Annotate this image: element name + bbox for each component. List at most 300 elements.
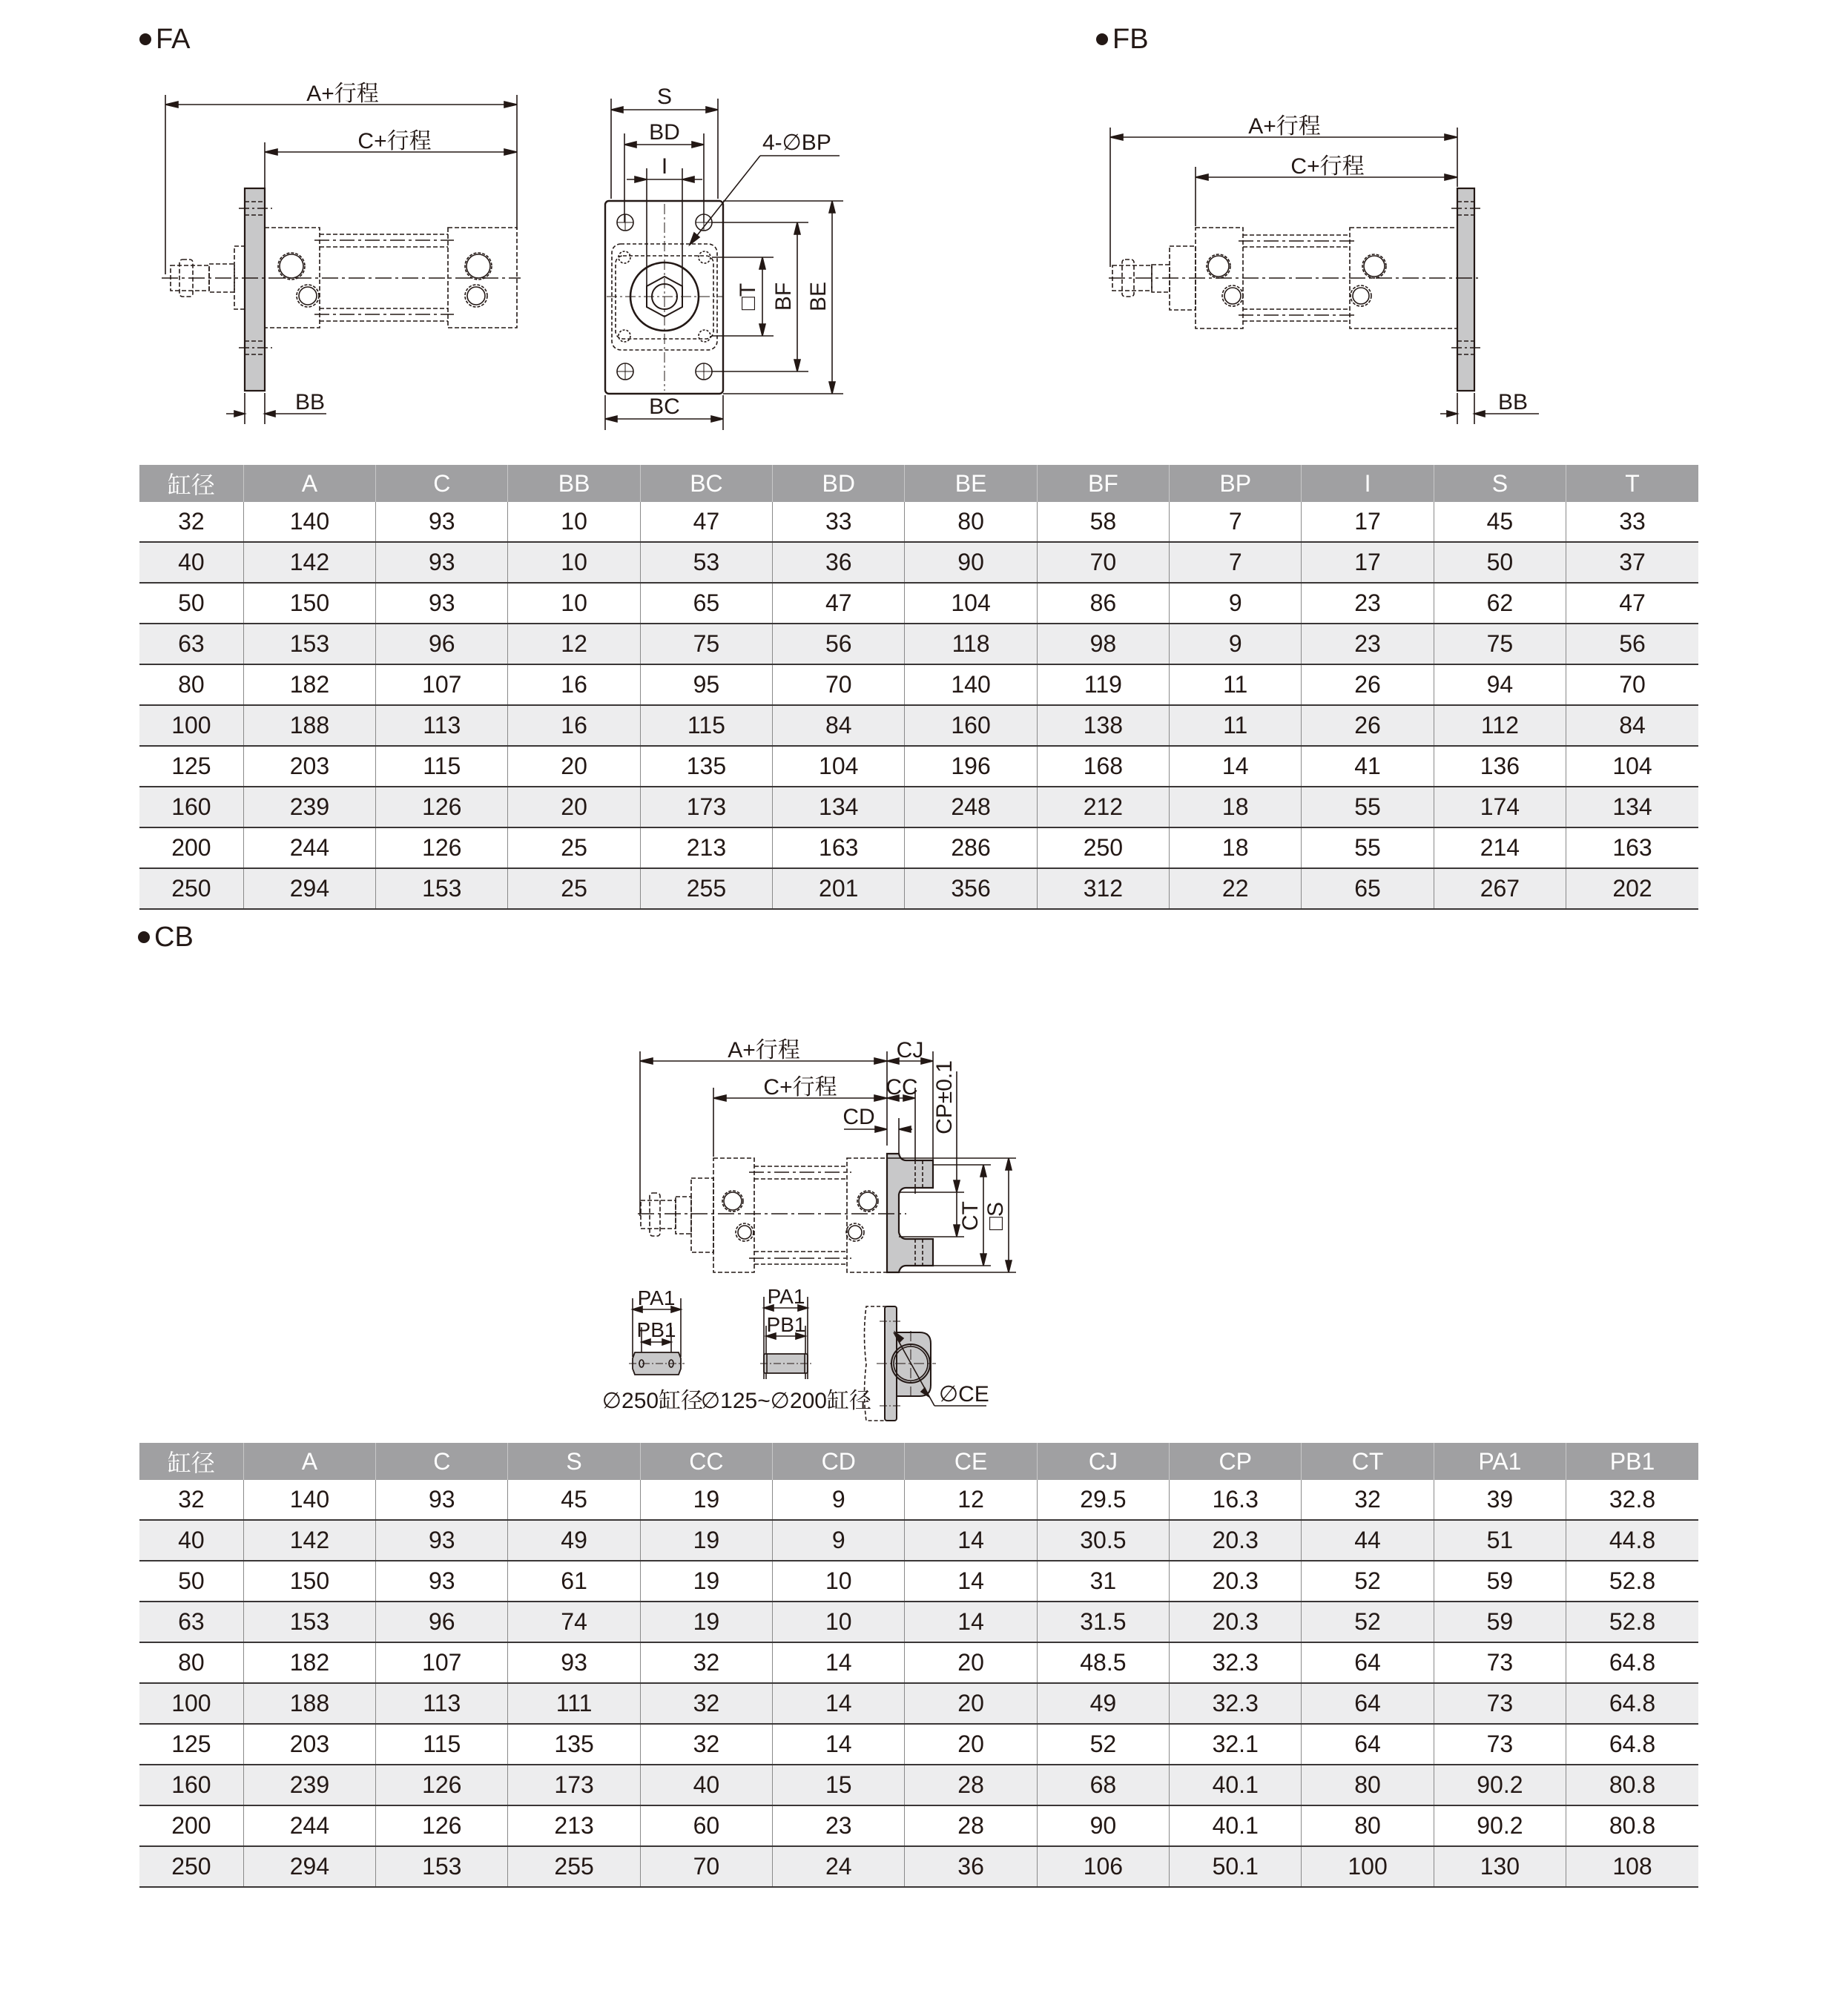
table-cell: 74 bbox=[508, 1602, 640, 1642]
column-header-bore: 缸径 bbox=[139, 465, 243, 502]
table-cell: 135 bbox=[508, 1724, 640, 1765]
dim-label-pa1: PA1 bbox=[767, 1285, 805, 1308]
table-cell: 130 bbox=[1434, 1846, 1566, 1887]
dim-label-c-stroke: C+行程 bbox=[357, 129, 432, 153]
table-cell: 150 bbox=[243, 583, 375, 624]
table-cell: 214 bbox=[1434, 827, 1566, 868]
caption-bore-125-200: ∅125~∅200缸径 bbox=[701, 1389, 871, 1413]
dim-label-bc: BC bbox=[649, 394, 680, 419]
table-cell: 52 bbox=[1302, 1602, 1434, 1642]
table-cell: 20.3 bbox=[1170, 1561, 1302, 1602]
table-cell: 107 bbox=[376, 1642, 508, 1683]
column-header-bc: BC bbox=[640, 465, 772, 502]
dim-label-cp: CP±0.1 bbox=[932, 1060, 957, 1134]
table-cell: 47 bbox=[773, 583, 905, 624]
cell-bore: 160 bbox=[139, 1765, 243, 1805]
table-cell: 173 bbox=[640, 787, 772, 827]
column-header-be: BE bbox=[905, 465, 1037, 502]
cell-bore: 200 bbox=[139, 827, 243, 868]
table-cell: 73 bbox=[1434, 1683, 1566, 1724]
column-header-c: C bbox=[376, 465, 508, 502]
table-cell: 14 bbox=[773, 1683, 905, 1724]
table-cell: 14 bbox=[773, 1642, 905, 1683]
dim-label-bb: BB bbox=[294, 390, 326, 414]
column-header-bp: BP bbox=[1170, 465, 1302, 502]
table-cell: 135 bbox=[640, 746, 772, 787]
cell-bore: 63 bbox=[139, 624, 243, 664]
table-cell: 17 bbox=[1302, 542, 1434, 583]
table-cell: 40.1 bbox=[1170, 1765, 1302, 1805]
dim-label-bd: BD bbox=[649, 120, 680, 145]
table-cell: 37 bbox=[1566, 542, 1698, 583]
table-cell: 39 bbox=[1434, 1480, 1566, 1520]
column-header-t: T bbox=[1566, 465, 1698, 502]
table-cell: 20 bbox=[508, 746, 640, 787]
table-cell: 80.8 bbox=[1566, 1765, 1698, 1805]
dim-label-be: BE bbox=[806, 281, 831, 312]
table-cell: 52 bbox=[1302, 1561, 1434, 1602]
table-cell: 62 bbox=[1434, 583, 1566, 624]
column-header-c: C bbox=[376, 1443, 508, 1480]
table-row bbox=[139, 1642, 1698, 1683]
table-row bbox=[139, 1765, 1698, 1805]
table-cell: 203 bbox=[243, 746, 375, 787]
table-cell: 65 bbox=[640, 583, 772, 624]
table-cell: 104 bbox=[905, 583, 1037, 624]
table-cell: 10 bbox=[508, 502, 640, 542]
dim-label-ct: CT bbox=[958, 1201, 983, 1231]
cell-bore: 250 bbox=[139, 1846, 243, 1887]
table-cell: 44 bbox=[1302, 1520, 1434, 1561]
table-cell: 107 bbox=[376, 664, 508, 705]
table-cell: 51 bbox=[1434, 1520, 1566, 1561]
table-cell: 294 bbox=[243, 868, 375, 909]
section-title: FA bbox=[156, 24, 191, 55]
table-cell: 248 bbox=[905, 787, 1037, 827]
table-cell: 40.1 bbox=[1170, 1805, 1302, 1846]
table-cell: 31.5 bbox=[1037, 1602, 1169, 1642]
table-cell: 68 bbox=[1037, 1765, 1169, 1805]
table-cell: 20 bbox=[508, 787, 640, 827]
table-cell: 96 bbox=[376, 1602, 508, 1642]
table-cell: 64 bbox=[1302, 1683, 1434, 1724]
table-cell: 18 bbox=[1170, 827, 1302, 868]
table-cell: 84 bbox=[773, 705, 905, 746]
table-cell: 50.1 bbox=[1170, 1846, 1302, 1887]
table-cell: 49 bbox=[508, 1520, 640, 1561]
table-cell: 11 bbox=[1170, 664, 1302, 705]
table-cell: 196 bbox=[905, 746, 1037, 787]
table-cell: 174 bbox=[1434, 787, 1566, 827]
table-cell: 239 bbox=[243, 787, 375, 827]
table-cell: 239 bbox=[243, 1765, 375, 1805]
drawing-cb-pins-detail bbox=[0, 0, 1172, 1424]
table-cell: 95 bbox=[640, 664, 772, 705]
dim-label-a-stroke: A+行程 bbox=[728, 1038, 800, 1062]
table-cell: 90 bbox=[1037, 1805, 1169, 1846]
table-cell: 19 bbox=[640, 1520, 772, 1561]
table-cell: 244 bbox=[243, 1805, 375, 1846]
table-cell: 64 bbox=[1302, 1642, 1434, 1683]
table-cell: 10 bbox=[508, 542, 640, 583]
table-cell: 36 bbox=[905, 1846, 1037, 1887]
table-cell: 14 bbox=[905, 1561, 1037, 1602]
dim-label-cj: CJ bbox=[896, 1038, 924, 1062]
table-cell: 20.3 bbox=[1170, 1520, 1302, 1561]
table-cell: 40 bbox=[640, 1765, 772, 1805]
table-cell: 126 bbox=[376, 1805, 508, 1846]
table-cell: 52.8 bbox=[1566, 1602, 1698, 1642]
table-cell: 168 bbox=[1037, 746, 1169, 787]
table-cell: 18 bbox=[1170, 787, 1302, 827]
table-cell: 140 bbox=[243, 502, 375, 542]
table-cell: 93 bbox=[376, 1520, 508, 1561]
table-cell: 134 bbox=[773, 787, 905, 827]
table-cell: 16.3 bbox=[1170, 1480, 1302, 1520]
column-header-i: I bbox=[1302, 465, 1434, 502]
table-cell: 10 bbox=[773, 1602, 905, 1642]
table-cell: 10 bbox=[773, 1561, 905, 1602]
table-cell: 12 bbox=[508, 624, 640, 664]
table-cell: 250 bbox=[1037, 827, 1169, 868]
column-header-bf: BF bbox=[1037, 465, 1169, 502]
cell-bore: 50 bbox=[139, 1561, 243, 1602]
table-cell: 93 bbox=[376, 502, 508, 542]
table-cell: 22 bbox=[1170, 868, 1302, 909]
table-cell: 7 bbox=[1170, 502, 1302, 542]
table-row bbox=[139, 1805, 1698, 1846]
table-cell: 90.2 bbox=[1434, 1765, 1566, 1805]
table-cell: 93 bbox=[376, 542, 508, 583]
table-cell: 47 bbox=[1566, 583, 1698, 624]
table-cell: 32.3 bbox=[1170, 1683, 1302, 1724]
table-cell: 115 bbox=[640, 705, 772, 746]
cell-bore: 80 bbox=[139, 1642, 243, 1683]
table-cell: 48.5 bbox=[1037, 1642, 1169, 1683]
table-cell: 294 bbox=[243, 1846, 375, 1887]
table-cell: 182 bbox=[243, 664, 375, 705]
cell-bore: 160 bbox=[139, 787, 243, 827]
table-cell: 19 bbox=[640, 1561, 772, 1602]
table-cell: 26 bbox=[1302, 664, 1434, 705]
table-cell: 9 bbox=[773, 1520, 905, 1561]
table-cell: 104 bbox=[1566, 746, 1698, 787]
table-cell: 73 bbox=[1434, 1642, 1566, 1683]
table-cell: 36 bbox=[773, 542, 905, 583]
table-cell: 202 bbox=[1566, 868, 1698, 909]
table-cell: 29.5 bbox=[1037, 1480, 1169, 1520]
table-cell: 115 bbox=[376, 746, 508, 787]
table-cell: 213 bbox=[640, 827, 772, 868]
table-cell: 312 bbox=[1037, 868, 1169, 909]
table-cell: 126 bbox=[376, 1765, 508, 1805]
table-cell: 33 bbox=[1566, 502, 1698, 542]
table-cell: 153 bbox=[243, 624, 375, 664]
dim-label-c-stroke: C+行程 bbox=[1290, 154, 1365, 179]
table-cell: 19 bbox=[640, 1602, 772, 1642]
table-cell: 140 bbox=[243, 1480, 375, 1520]
dim-label-s: S bbox=[656, 85, 673, 109]
table-cell: 84 bbox=[1566, 705, 1698, 746]
table-cell: 115 bbox=[376, 1724, 508, 1765]
table-cell: 138 bbox=[1037, 705, 1169, 746]
table-cell: 14 bbox=[905, 1520, 1037, 1561]
table-cell: 20 bbox=[905, 1683, 1037, 1724]
column-header-pb1: PB1 bbox=[1566, 1443, 1698, 1480]
dim-label-i: I bbox=[661, 154, 668, 179]
column-header-a: A bbox=[243, 1443, 375, 1480]
table-cell: 136 bbox=[1434, 746, 1566, 787]
table-cell: 32 bbox=[640, 1642, 772, 1683]
table-cell: 64.8 bbox=[1566, 1642, 1698, 1683]
table-cell: 11 bbox=[1170, 705, 1302, 746]
table-cell: 80.8 bbox=[1566, 1805, 1698, 1846]
table-cell: 32 bbox=[640, 1724, 772, 1765]
table-cell: 201 bbox=[773, 868, 905, 909]
table-cell: 93 bbox=[376, 583, 508, 624]
table-cell: 28 bbox=[905, 1805, 1037, 1846]
table-row bbox=[139, 1683, 1698, 1724]
dim-label-s: □S bbox=[983, 1201, 1008, 1231]
table-cell: 255 bbox=[640, 868, 772, 909]
table-cell: 32.1 bbox=[1170, 1724, 1302, 1765]
dim-label-4-bp: 4-∅BP bbox=[762, 130, 831, 155]
table-cell: 53 bbox=[640, 542, 772, 583]
dim-label-a-stroke: A+行程 bbox=[306, 82, 379, 106]
table-cell: 142 bbox=[243, 1520, 375, 1561]
table-cell: 104 bbox=[773, 746, 905, 787]
table-cell: 23 bbox=[773, 1805, 905, 1846]
dim-label-a-stroke: A+行程 bbox=[1248, 114, 1321, 139]
table-cell: 32.8 bbox=[1566, 1480, 1698, 1520]
table-cell: 188 bbox=[243, 1683, 375, 1724]
table-cell: 23 bbox=[1302, 624, 1434, 664]
table-cell: 70 bbox=[773, 664, 905, 705]
table-cell: 153 bbox=[243, 1602, 375, 1642]
table-cell: 17 bbox=[1302, 502, 1434, 542]
table-cell: 80 bbox=[1302, 1805, 1434, 1846]
column-header-pa1: PA1 bbox=[1434, 1443, 1566, 1480]
table-cell: 73 bbox=[1434, 1724, 1566, 1765]
cell-bore: 100 bbox=[139, 705, 243, 746]
column-header-bore: 缸径 bbox=[139, 1443, 243, 1480]
cell-bore: 63 bbox=[139, 1602, 243, 1642]
table-cell: 119 bbox=[1037, 664, 1169, 705]
column-header-ce: CE bbox=[905, 1443, 1037, 1480]
table-cell: 64.8 bbox=[1566, 1683, 1698, 1724]
cell-bore: 125 bbox=[139, 1724, 243, 1765]
table-cell: 31 bbox=[1037, 1561, 1169, 1602]
table-cell: 212 bbox=[1037, 787, 1169, 827]
table-cell: 286 bbox=[905, 827, 1037, 868]
table-cell: 65 bbox=[1302, 868, 1434, 909]
table-row bbox=[139, 1561, 1698, 1602]
table-row bbox=[139, 1724, 1698, 1765]
dim-label-ce: ∅CE bbox=[939, 1382, 989, 1407]
cell-bore: 200 bbox=[139, 1805, 243, 1846]
caption-bore-250: ∅250缸径 bbox=[601, 1389, 704, 1413]
column-header-ct: CT bbox=[1302, 1443, 1434, 1480]
table-cell: 52.8 bbox=[1566, 1561, 1698, 1602]
cell-bore: 250 bbox=[139, 868, 243, 909]
column-header-bd: BD bbox=[773, 465, 905, 502]
table-cell: 90.2 bbox=[1434, 1805, 1566, 1846]
table-cell: 118 bbox=[905, 624, 1037, 664]
cell-bore: 32 bbox=[139, 502, 243, 542]
table-cell: 108 bbox=[1566, 1846, 1698, 1887]
table-cell: 160 bbox=[905, 705, 1037, 746]
table-cell: 75 bbox=[640, 624, 772, 664]
table-row bbox=[139, 1602, 1698, 1642]
dim-label-bb: BB bbox=[1497, 390, 1529, 414]
table-cell: 356 bbox=[905, 868, 1037, 909]
section-title: CB bbox=[154, 922, 194, 953]
table-cell: 25 bbox=[508, 827, 640, 868]
table-cell: 64.8 bbox=[1566, 1724, 1698, 1765]
dim-label-cc: CC bbox=[886, 1075, 918, 1100]
dimension-table-cb bbox=[139, 1443, 1698, 1888]
table-cell: 23 bbox=[1302, 583, 1434, 624]
table-cell: 140 bbox=[905, 664, 1037, 705]
table-cell: 32 bbox=[640, 1683, 772, 1724]
table-cell: 244 bbox=[243, 827, 375, 868]
table-cell: 153 bbox=[376, 868, 508, 909]
table-cell: 94 bbox=[1434, 664, 1566, 705]
table-cell: 70 bbox=[1566, 664, 1698, 705]
table-cell: 50 bbox=[1434, 542, 1566, 583]
table-cell: 163 bbox=[1566, 827, 1698, 868]
table-cell: 111 bbox=[508, 1683, 640, 1724]
table-cell: 80 bbox=[1302, 1765, 1434, 1805]
table-cell: 32 bbox=[1302, 1480, 1434, 1520]
table-cell: 64 bbox=[1302, 1724, 1434, 1765]
cell-bore: 125 bbox=[139, 746, 243, 787]
table-cell: 58 bbox=[1037, 502, 1169, 542]
table-cell: 106 bbox=[1037, 1846, 1169, 1887]
column-header-bb: BB bbox=[508, 465, 640, 502]
table-cell: 113 bbox=[376, 705, 508, 746]
table-cell: 96 bbox=[376, 624, 508, 664]
table-cell: 7 bbox=[1170, 542, 1302, 583]
table-cell: 9 bbox=[1170, 624, 1302, 664]
table-row bbox=[139, 1520, 1698, 1561]
dim-label-t: □T bbox=[736, 282, 760, 311]
table-cell: 56 bbox=[773, 624, 905, 664]
table-cell: 59 bbox=[1434, 1602, 1566, 1642]
table-cell: 70 bbox=[1037, 542, 1169, 583]
table-cell: 163 bbox=[773, 827, 905, 868]
table-cell: 16 bbox=[508, 664, 640, 705]
table-cell: 47 bbox=[640, 502, 772, 542]
table-cell: 80 bbox=[905, 502, 1037, 542]
table-cell: 20 bbox=[905, 1642, 1037, 1683]
table-cell: 9 bbox=[773, 1480, 905, 1520]
table-cell: 14 bbox=[1170, 746, 1302, 787]
table-cell: 15 bbox=[773, 1765, 905, 1805]
table-cell: 134 bbox=[1566, 787, 1698, 827]
table-cell: 126 bbox=[376, 827, 508, 868]
table-cell: 14 bbox=[773, 1724, 905, 1765]
table-cell: 41 bbox=[1302, 746, 1434, 787]
table-cell: 126 bbox=[376, 787, 508, 827]
table-cell: 182 bbox=[243, 1642, 375, 1683]
table-body bbox=[139, 1480, 1698, 1887]
table-cell: 113 bbox=[376, 1683, 508, 1724]
table-cell: 55 bbox=[1302, 827, 1434, 868]
dim-label-pb1: PB1 bbox=[636, 1318, 676, 1341]
cell-bore: 50 bbox=[139, 583, 243, 624]
table-cell: 112 bbox=[1434, 705, 1566, 746]
table-cell: 24 bbox=[773, 1846, 905, 1887]
table-cell: 16 bbox=[508, 705, 640, 746]
table-cell: 49 bbox=[1037, 1683, 1169, 1724]
dim-label-c-stroke: C+行程 bbox=[763, 1075, 837, 1100]
table-cell: 32.3 bbox=[1170, 1642, 1302, 1683]
table-cell: 60 bbox=[640, 1805, 772, 1846]
cell-bore: 40 bbox=[139, 542, 243, 583]
section-title: FB bbox=[1112, 24, 1149, 55]
table-cell: 12 bbox=[905, 1480, 1037, 1520]
table-cell: 153 bbox=[376, 1846, 508, 1887]
table-cell: 86 bbox=[1037, 583, 1169, 624]
table-cell: 70 bbox=[640, 1846, 772, 1887]
column-header-cc: CC bbox=[640, 1443, 772, 1480]
table-cell: 90 bbox=[905, 542, 1037, 583]
table-cell: 93 bbox=[508, 1642, 640, 1683]
column-header-cd: CD bbox=[773, 1443, 905, 1480]
table-row bbox=[139, 1846, 1698, 1887]
table-cell: 173 bbox=[508, 1765, 640, 1805]
column-header-s: S bbox=[508, 1443, 640, 1480]
table-cell: 142 bbox=[243, 542, 375, 583]
column-header-cp: CP bbox=[1170, 1443, 1302, 1480]
table-cell: 213 bbox=[508, 1805, 640, 1846]
table-cell: 75 bbox=[1434, 624, 1566, 664]
table-cell: 20.3 bbox=[1170, 1602, 1302, 1642]
table-row bbox=[139, 1480, 1698, 1520]
table-cell: 14 bbox=[905, 1602, 1037, 1642]
table-cell: 267 bbox=[1434, 868, 1566, 909]
table-cell: 55 bbox=[1302, 787, 1434, 827]
table-cell: 61 bbox=[508, 1561, 640, 1602]
table-cell: 203 bbox=[243, 1724, 375, 1765]
table-cell: 10 bbox=[508, 583, 640, 624]
table-cell: 255 bbox=[508, 1846, 640, 1887]
table-cell: 28 bbox=[905, 1765, 1037, 1805]
dim-label-pb1: PB1 bbox=[766, 1313, 806, 1336]
column-header-cj: CJ bbox=[1037, 1443, 1169, 1480]
dim-label-bf: BF bbox=[771, 282, 796, 311]
table-header-row bbox=[139, 1443, 1698, 1480]
table-cell: 188 bbox=[243, 705, 375, 746]
table-cell: 44.8 bbox=[1566, 1520, 1698, 1561]
table-cell: 9 bbox=[1170, 583, 1302, 624]
table-cell: 98 bbox=[1037, 624, 1169, 664]
table-cell: 45 bbox=[1434, 502, 1566, 542]
table-cell: 59 bbox=[1434, 1561, 1566, 1602]
column-header-a: A bbox=[243, 465, 375, 502]
table-cell: 93 bbox=[376, 1480, 508, 1520]
cell-bore: 100 bbox=[139, 1683, 243, 1724]
table-cell: 19 bbox=[640, 1480, 772, 1520]
table-cell: 33 bbox=[773, 502, 905, 542]
dim-label-cd: CD bbox=[842, 1105, 875, 1129]
dim-label-pa1: PA1 bbox=[637, 1286, 676, 1309]
table-cell: 93 bbox=[376, 1561, 508, 1602]
table-cell: 30.5 bbox=[1037, 1520, 1169, 1561]
table-cell: 52 bbox=[1037, 1724, 1169, 1765]
table-cell: 20 bbox=[905, 1724, 1037, 1765]
